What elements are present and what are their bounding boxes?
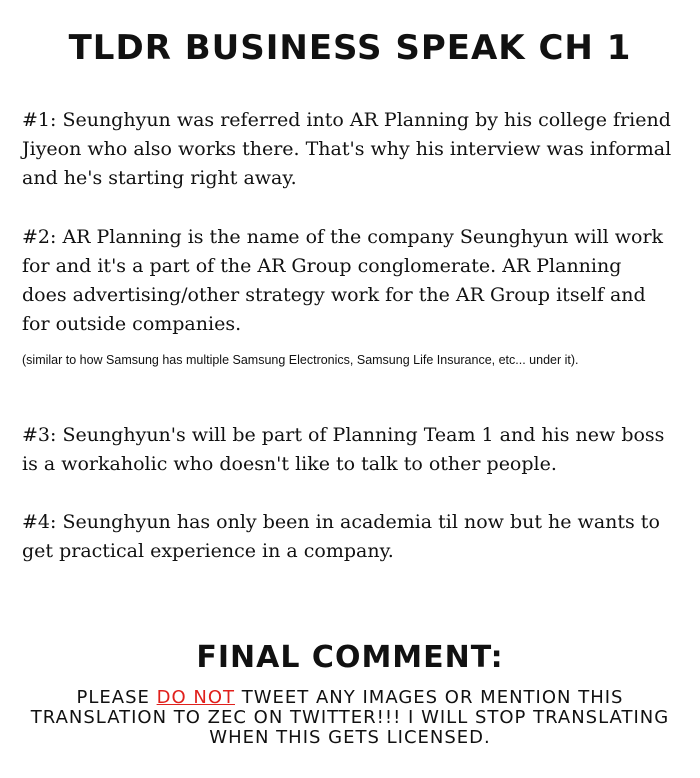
comment-lead: PLEASE bbox=[76, 687, 150, 708]
final-comment-heading: FINAL COMMENT: bbox=[196, 640, 504, 675]
do-not-emphasis: DO NOT bbox=[156, 687, 235, 708]
point-4-text: #4: Seunghyun has only been in academia til now but he wants to get practical experience in a company. bbox=[22, 511, 660, 562]
samsung-note: (similar to how Samsung has multiple Samsung Electronics, Samsung Life Insurance, etc... under it). bbox=[22, 353, 579, 367]
point-3-text: #3: Seunghyun's will be part of Planning Team 1 and his new boss is a workaholic who doesn't like to talk to other people. bbox=[22, 424, 665, 475]
point-1-text: #1: Seunghyun was referred into AR Planning by his college friend Jiyeon who also works there. That's why his interview was informal and he's starting right away. bbox=[22, 109, 672, 189]
final-comment-text bbox=[30, 688, 670, 748]
comment-rest: TWEET ANY IMAGES OR MENTION THIS TRANSLATION TO ZEC ON TWITTER!!! I WILL STOP TRANSLATING WHEN THIS GETS LICENSED. bbox=[30, 687, 670, 748]
point-2-text: #2: AR Planning is the name of the company Seunghyun will work for and it's a part of the AR Group conglomerate. AR Planning does advertising/other strategy work for the AR Group itself and for outside companies. bbox=[22, 226, 664, 335]
page-title: TLDR BUSINESS SPEAK CH 1 bbox=[68, 28, 632, 68]
